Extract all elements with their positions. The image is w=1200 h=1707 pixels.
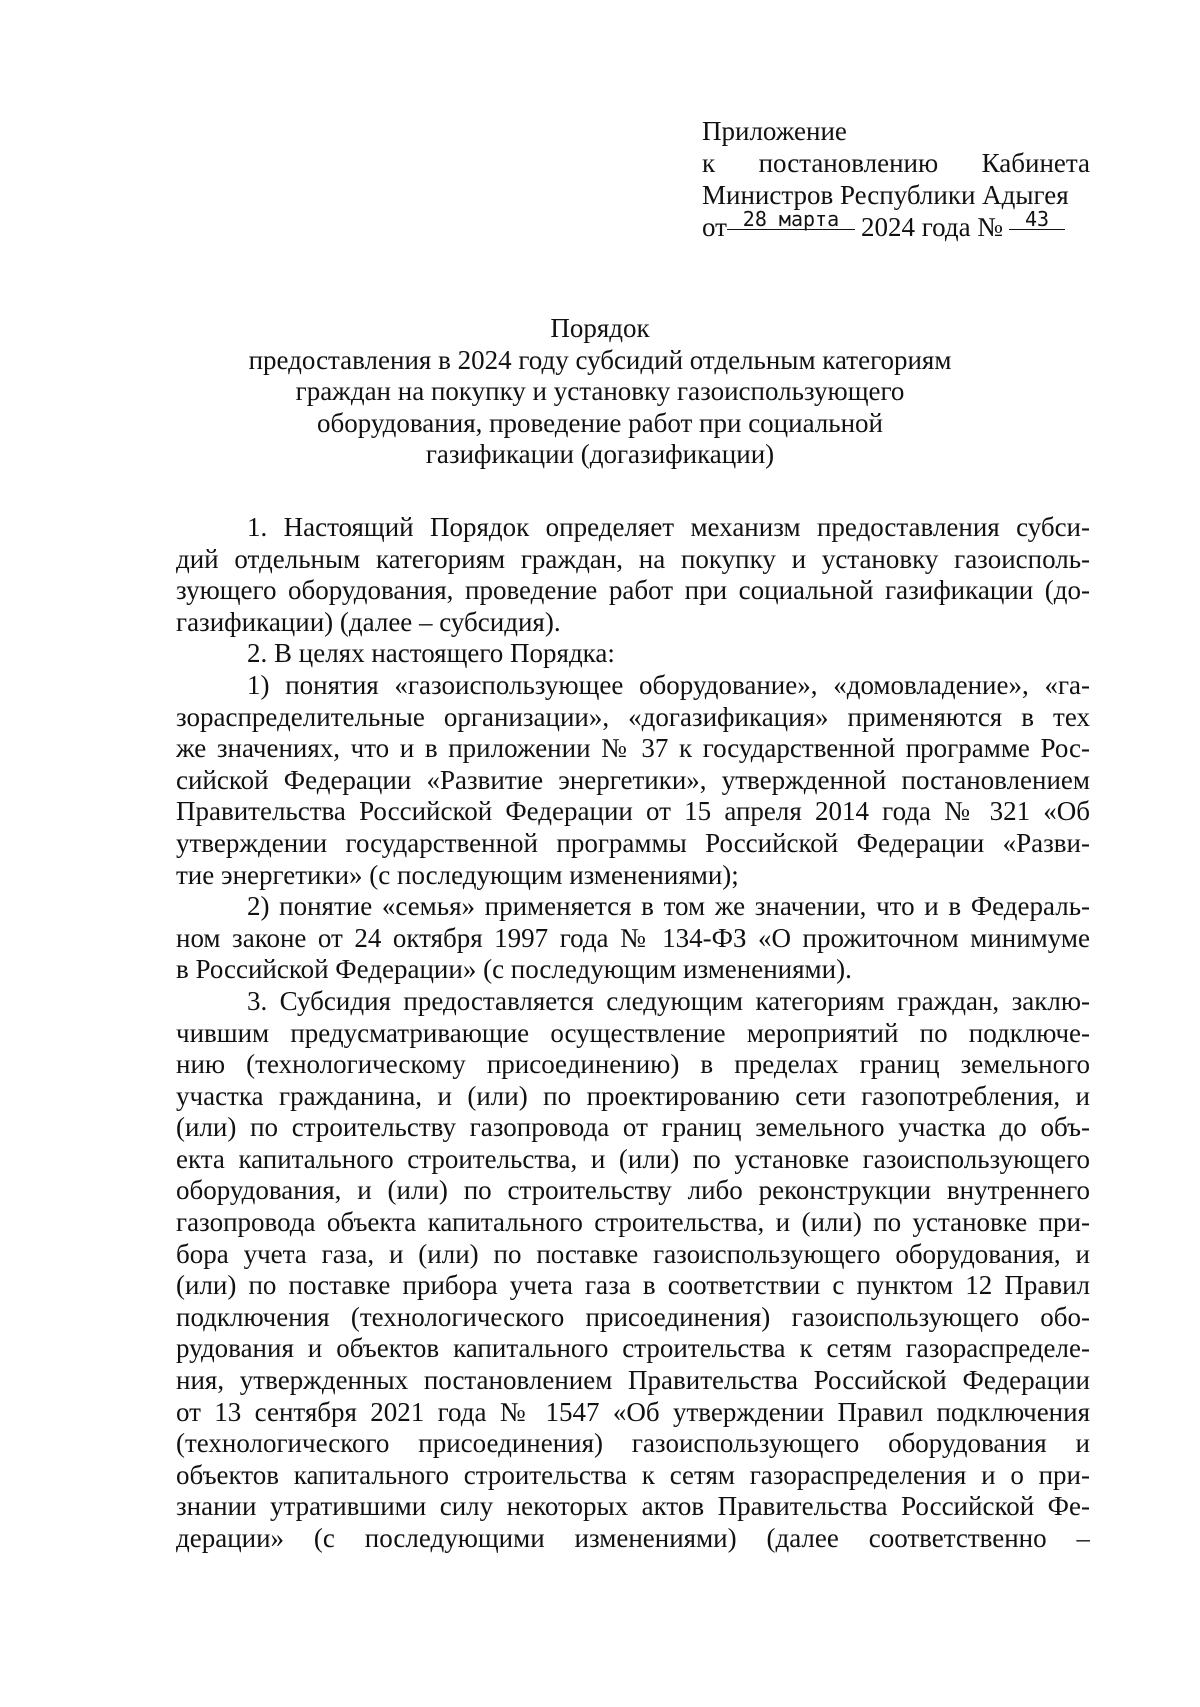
text-line: утверждении государственной программы Российской Федерации «Разви-: [176, 827, 1090, 858]
appendix-resolution-line: [702, 147, 1090, 179]
text-line: объектов капитального строительства к сетям газораспределения и о при-: [176, 1459, 1090, 1490]
text-line: дерации» (с последующими изменениями) (далее соответственно –: [176, 1523, 1090, 1553]
year-text: 2024 года №: [860, 212, 1004, 242]
appendix-date-line: [702, 207, 1090, 243]
title-line: оборудования, проведение работ при социальной: [317, 407, 883, 438]
text-line: ния, утвержденных постановлением Правительства Российской Федерации: [176, 1365, 1090, 1396]
text-line: чившим предусматривающие осуществление мероприятий по подключе-: [176, 1017, 1090, 1048]
document-title: [150, 313, 1050, 471]
title-line: граждан на покупку и установку газоиспользующего: [295, 376, 905, 406]
text-line: оборудования, и (или) по строительству либо реконструкции внутреннего: [176, 1175, 1090, 1206]
appendix-ministers-line: Министров Республики Адыгея: [702, 180, 1069, 210]
appendix-header: [702, 115, 1090, 243]
text-line: ном законе от 24 октября 1997 года № 134-ФЗ «О прожиточном минимуме: [176, 922, 1090, 953]
text-line: газификации) (далее – субсидия).: [176, 606, 561, 637]
text-line: (или) по поставке прибора учета газа в соответствии с пунктом 12 Правил: [176, 1270, 1090, 1301]
title-line: газификации (догазификации): [425, 439, 775, 469]
text-line: газопровода объекта капитального строительства, и (или) по установке при-: [176, 1207, 1090, 1238]
appendix-word: Кабинета: [981, 148, 1090, 178]
appendix-label: Приложение: [702, 116, 847, 146]
text-line: зораспределительные организации», «догазификация» применяются в тех: [176, 701, 1090, 732]
title-line: предоставления в 2024 году субсидий отдельным категориям: [248, 344, 952, 375]
text-line: сийской Федерации «Развитие энергетики», утвержденной постановлением: [176, 764, 1090, 795]
handwritten-number: 43: [1009, 209, 1065, 230]
text-line: (или) по строительству газопровода от границ земельного участка до объ-: [176, 1112, 1090, 1143]
appendix-word: к: [702, 148, 716, 178]
text-line: в Российской Федерации» (с последующим изменениями).: [176, 954, 852, 985]
text-line: дий отдельным категориям граждан, на покупку и установку газоисполь-: [176, 543, 1090, 574]
text-line: Правительства Российской Федерации от 15 апреля 2014 года № 321 «Об: [176, 796, 1090, 827]
appendix-word: постановлению: [758, 148, 939, 178]
text-line: зующего оборудования, проведение работ при социальной газификации (до-: [176, 575, 1090, 606]
text-line: бора учета газа, и (или) по поставке газоиспользующего оборудования, и: [176, 1238, 1090, 1269]
text-line: от 13 сентября 2021 года № 1547 «Об утверждении Правил подключения: [176, 1396, 1090, 1427]
text-line: же значениях, что и в приложении № 37 к государственной программе Рос-: [176, 733, 1090, 764]
handwritten-date: 28 марта: [727, 209, 855, 230]
text-line: знании утратившими силу некоторых актов Правительства Российской Фе-: [176, 1491, 1090, 1522]
text-line: 1. Настоящий Порядок определяет механизм предоставления субси-: [247, 512, 1090, 542]
text-line: нию (технологическому присоединению) в пределах границ земельного: [176, 1049, 1090, 1080]
text-line: 2) понятие «семья» применяется в том же значении, что и в Федераль-: [247, 891, 1090, 922]
text-line: 3. Субсидия предоставляется следующим категориям граждан, заклю-: [247, 985, 1090, 1016]
text-line: екта капитального строительства, и (или) по установке газоиспользующего: [176, 1143, 1090, 1174]
document-body: [176, 512, 1090, 1555]
date-prefix: от: [702, 212, 727, 242]
text-line: 2. В целях настоящего Порядка:: [247, 638, 615, 669]
text-line: 1) понятия «газоиспользующее оборудование», «домовладение», «га-: [247, 669, 1090, 700]
title-heading: Порядок: [550, 313, 650, 343]
text-line: тие энергетики» (с последующим изменениями);: [176, 859, 739, 890]
text-line: рудования и объектов капитального строительства к сетям газораспределе-: [176, 1333, 1090, 1364]
text-line: подключения (технологического присоединения) газоиспользующего обо-: [176, 1301, 1090, 1332]
text-line: (технологического присоединения) газоиспользующего оборудования и: [176, 1428, 1090, 1459]
text-line: участка гражданина, и (или) по проектированию сети газопотребления, и: [176, 1080, 1090, 1111]
